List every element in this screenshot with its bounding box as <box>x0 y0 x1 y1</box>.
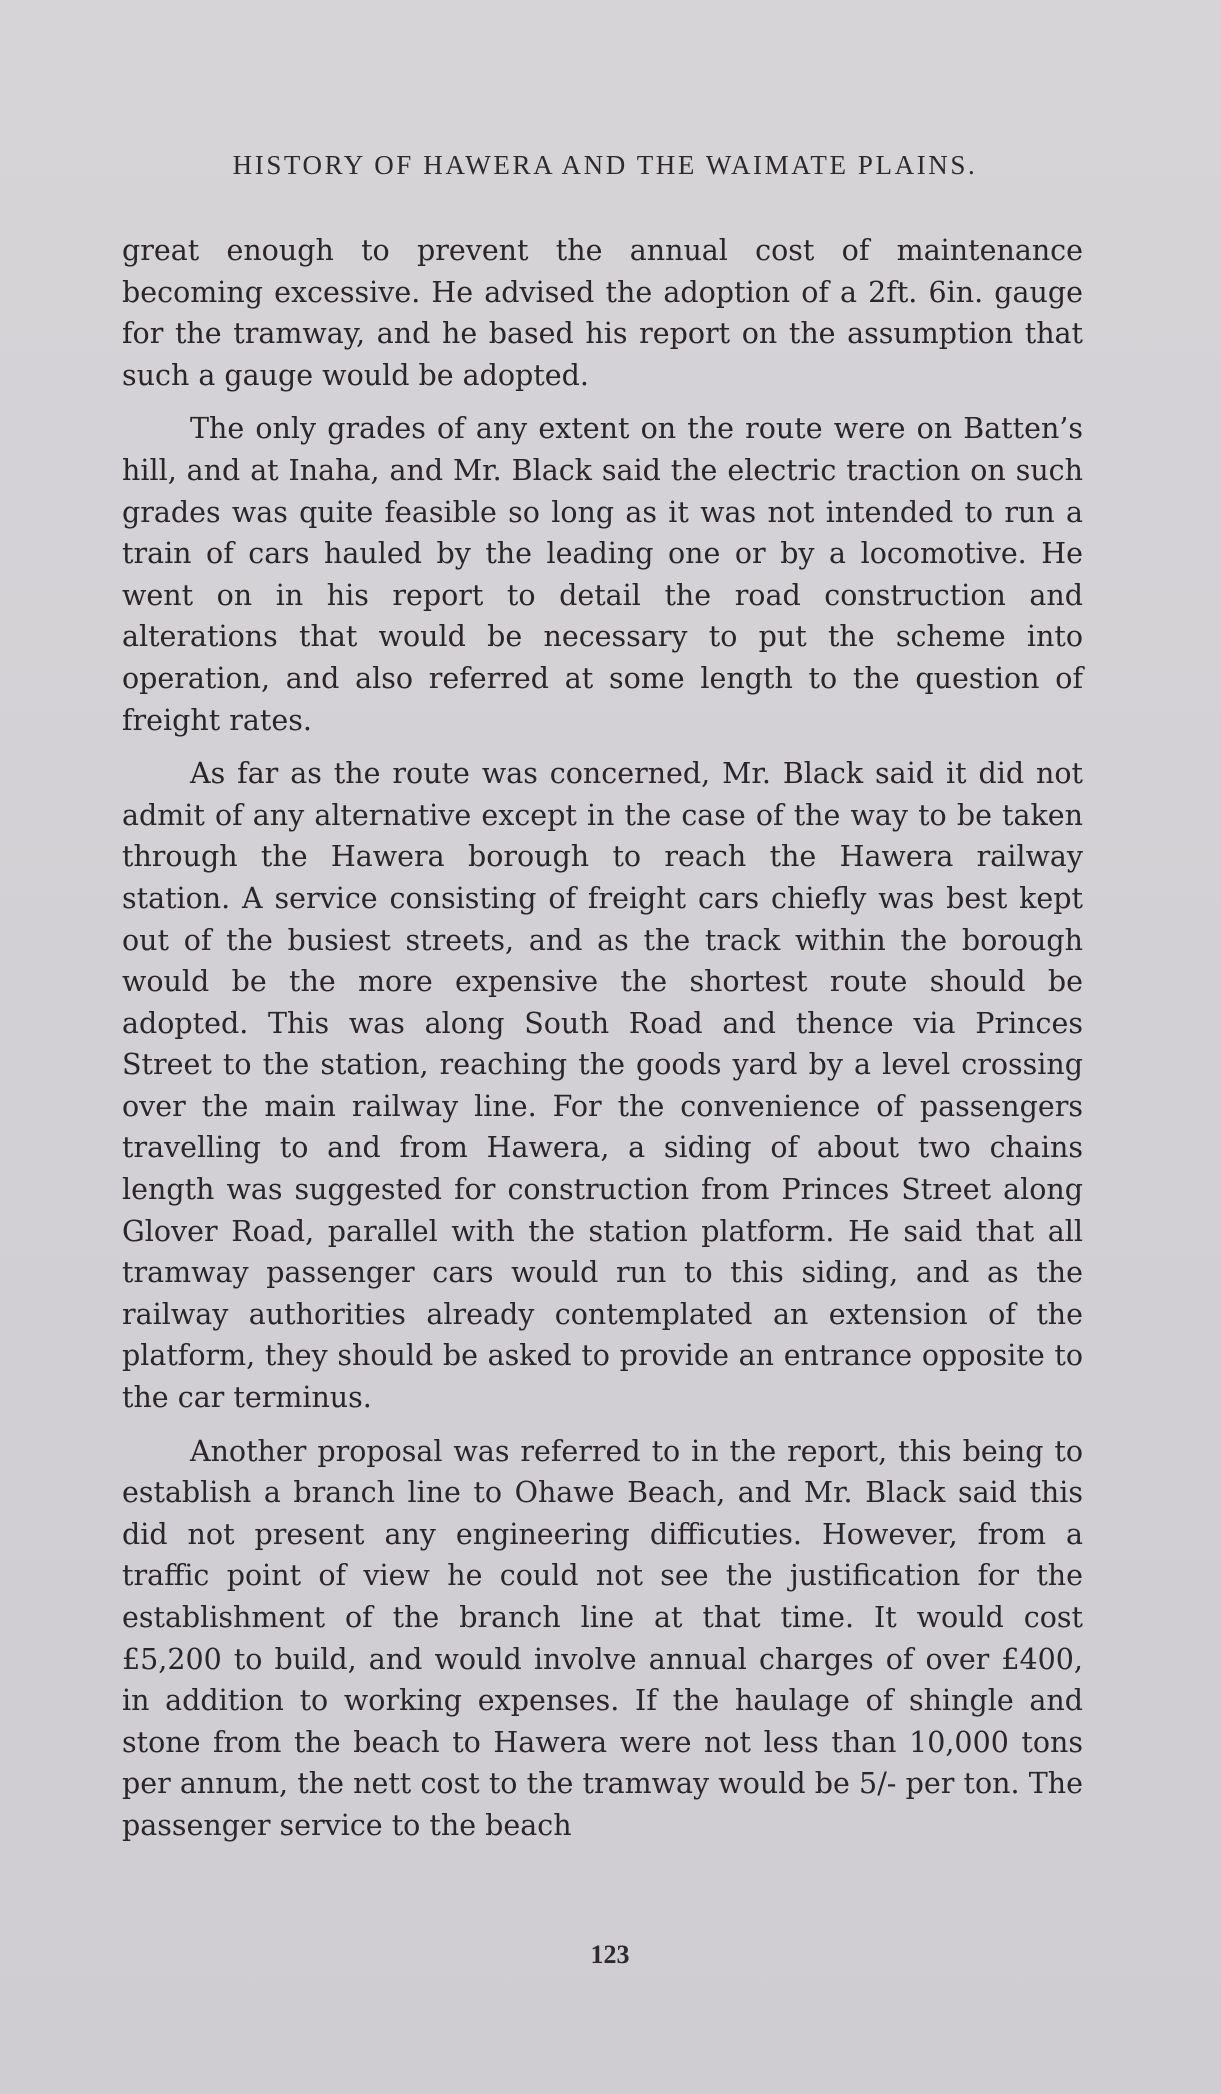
paragraph-ohawe-branch: Another proposal was referred to in the report, this being to establish a branch line to Ohawe Beach, and Mr. Black said this did not present any engineering difficuties. However, from a traffic point of view he could not see the justification for the establishment of the branch line at that time. It would cost £5,200 to build, and would involve annual charges of over £400, in addition to working expenses. If the haulage of shingle and stone from the beach to Hawera were not less than 10,000 tons per annum, the nett cost to the tramway would be 5/- per ton. The passenger service to the beach <box>122 1434 1083 1842</box>
paragraph-route: As far as the route was concerned, Mr. Black said it did not admit of any alternative except in the case of the way to be taken through the Hawera borough to reach the Hawera railway station. A service consisting of freight cars chiefly was best kept out of the busiest streets, and as the track within the borough would be the more expensive the shortest route should be adopted. This was along South Road and thence via Princes Street to the station, reaching the goods yard by a level crossing over the main railway line. For the convenience of passengers travelling to and from Hawera, a siding of about two chains length was suggested for construction from Princes Street along Glover Road, parallel with the station platform. He said that all tramway passenger cars would run to this siding, and as the railway authorities already contemplated an extension of the platform, they should be asked to provide an entrance opposite to the car terminus. <box>122 757 1083 1415</box>
page-number: 123 <box>590 1940 630 1969</box>
running-head: HISTORY OF HAWERA AND THE WAIMATE PLAINS. <box>232 150 978 180</box>
body-text <box>122 230 1083 1847</box>
paragraph-continuation: great enough to prevent the annual cost of maintenance becoming excessive. He advised the adoption of a 2ft. 6in. gauge for the tramway, and he based his report on the assumption that such a gauge would be adopted. <box>122 234 1083 392</box>
paragraph-grades: The only grades of any extent on the route were on Batten’s hill, and at Inaha, and Mr. Black said the electric traction on such grades was quite feasible so long as it was not intended to run a train of cars hauled by the leading one or by a locomotive. He went on in his report to detail the road construction and alterations that would be necessary to put the scheme into operation, and also referred at some length to the question of freight rates. <box>122 412 1083 737</box>
